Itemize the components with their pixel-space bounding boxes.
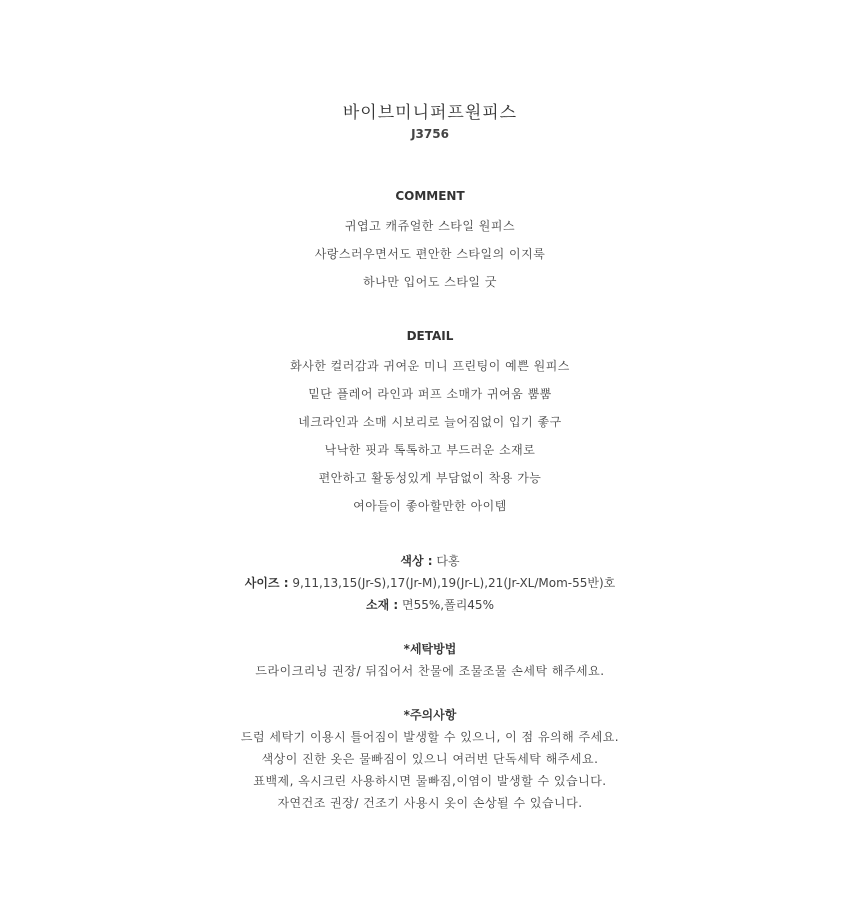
spec-material (0, 596, 860, 613)
spec-material-value: 면55%,폴리45% (402, 598, 494, 612)
spec-color-label: 색상 : (400, 554, 433, 568)
comment-line: 사랑스러우면서도 편안한 스타일의 이지룩 (314, 247, 546, 261)
product-title: 바이브미니퍼프원피스 (342, 103, 518, 123)
product-code: J3756 (411, 127, 449, 141)
spec-color-value: 다홍 (436, 554, 460, 568)
detail-line: 여아들이 좋아할만한 아이템 (353, 499, 507, 513)
washing-line: 드라이크리닝 권장/ 뒤집어서 찬물에 조물조물 손세탁 해주세요. (255, 664, 605, 678)
detail-line: 화사한 컬러감과 귀여운 미니 프린팅이 예쁜 원피스 (290, 359, 570, 373)
detail-heading: DETAIL (406, 329, 454, 343)
detail-line: 편안하고 활동성있게 부담없이 착용 가능 (318, 471, 542, 485)
detail-line: 밑단 플레어 라인과 퍼프 소매가 귀여움 뿜뿜 (308, 387, 552, 401)
spec-color (0, 552, 860, 569)
spec-size (0, 574, 860, 591)
detail-line: 낙낙한 핏과 톡톡하고 부드러운 소재로 (324, 443, 536, 457)
caution-line: 색상이 진한 옷은 물빠짐이 있으니 여러번 단독세탁 해주세요. (261, 752, 599, 766)
spec-size-value: 9,11,13,15(Jr-S),17(Jr-M),19(Jr-L),21(Jr-XL/Mom-55반)호 (292, 576, 616, 590)
caution-line: 드럼 세탁기 이용시 틀어짐이 발생할 수 있으니, 이 점 유의해 주세요. (240, 730, 620, 744)
detail-line: 네크라인과 소매 시보리로 늘어짐없이 입기 좋구 (298, 415, 562, 429)
caution-line: 표백제, 옥시크린 사용하시면 물빠짐,이염이 발생할 수 있습니다. (253, 774, 607, 788)
caution-line: 자연건조 권장/ 건조기 사용시 옷이 손상될 수 있습니다. (277, 796, 583, 810)
caution-heading: *주의사항 (403, 708, 457, 722)
comment-line: 하나만 입어도 스타일 굿 (363, 275, 497, 289)
spec-size-label: 사이즈 : (244, 576, 289, 590)
comment-heading: COMMENT (395, 189, 465, 203)
spec-material-label: 소재 : (366, 598, 399, 612)
washing-heading: *세탁방법 (403, 642, 457, 656)
comment-line: 귀엽고 캐쥬얼한 스타일 원피스 (344, 219, 516, 233)
